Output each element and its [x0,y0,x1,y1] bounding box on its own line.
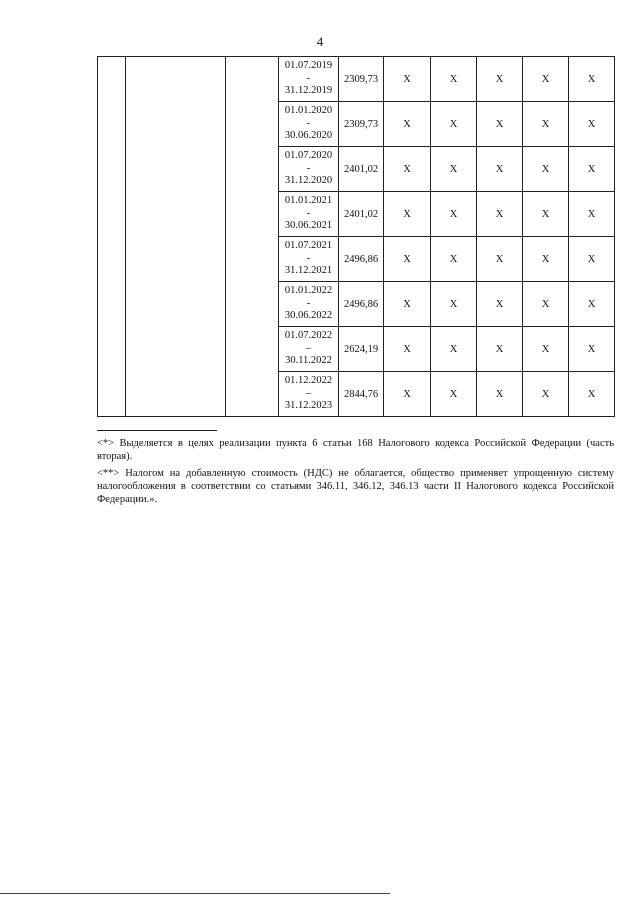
period-start: 01.01.2020 [284,105,333,117]
not-applicable-mark: X [384,282,431,327]
not-applicable-mark: X [431,192,477,237]
not-applicable-mark: X [477,57,523,102]
period-start: 01.07.2021 [284,240,333,252]
not-applicable-mark: X [569,57,615,102]
not-applicable-mark: X [384,372,431,417]
not-applicable-mark: X [431,282,477,327]
tariff-table-body [98,57,615,417]
period-start: 01.01.2022 [284,285,333,297]
not-applicable-mark: X [523,282,569,327]
period-dash: - [306,297,311,309]
period-cell [279,237,339,282]
period-dash: - [306,162,311,174]
period-start: 01.07.2020 [284,150,333,162]
period-start: 01.12.2022 [284,375,333,387]
tariff-value: 2844,76 [339,372,384,417]
tariff-table [97,56,615,417]
period-start: 01.01.2021 [284,195,333,207]
not-applicable-mark: X [569,102,615,147]
bottom-rule [0,893,390,894]
not-applicable-mark: X [569,237,615,282]
not-applicable-mark: X [523,192,569,237]
period-dash: – [305,342,312,354]
period-dash: - [306,72,311,84]
period-end: 31.12.2021 [284,265,333,277]
not-applicable-mark: X [477,102,523,147]
not-applicable-mark: X [384,192,431,237]
not-applicable-mark: X [384,327,431,372]
period-end: 31.12.2019 [284,85,333,97]
period-cell [279,282,339,327]
period-end: 31.12.2023 [284,400,333,412]
table-col-blank-2 [126,57,226,417]
tariff-value: 2496,86 [339,237,384,282]
period-cell [279,57,339,102]
table-col-blank-1 [98,57,126,417]
period-cell [279,327,339,372]
not-applicable-mark: X [477,237,523,282]
period-end: 30.11.2022 [285,355,332,367]
period-dash: – [305,387,312,399]
not-applicable-mark: X [477,192,523,237]
period-cell [279,192,339,237]
period-end: 31.12.2020 [284,175,333,187]
not-applicable-mark: X [523,147,569,192]
period-cell [279,147,339,192]
period-dash: - [306,117,311,129]
not-applicable-mark: X [523,237,569,282]
tariff-value: 2309,73 [339,57,384,102]
tariff-value: 2401,02 [339,192,384,237]
not-applicable-mark: X [569,327,615,372]
page-number: 4 [316,34,324,49]
tariff-value: 2309,73 [339,102,384,147]
footnotes [97,437,614,510]
not-applicable-mark: X [431,327,477,372]
not-applicable-mark: X [477,327,523,372]
not-applicable-mark: X [523,327,569,372]
not-applicable-mark: X [569,147,615,192]
not-applicable-mark: X [569,282,615,327]
period-start: 01.07.2019 [284,60,333,72]
not-applicable-mark: X [477,147,523,192]
period-end: 30.06.2022 [284,310,333,322]
not-applicable-mark: X [431,372,477,417]
not-applicable-mark: X [569,192,615,237]
period-end: 30.06.2021 [284,220,333,232]
period-end: 30.06.2020 [284,130,333,142]
period-cell [279,372,339,417]
footnote-1: <*> Выделяется в целях реализации пункта 6 статьи 168 Налогового кодекса Российской Федерации (часть вторая). [97,438,614,462]
not-applicable-mark: X [569,372,615,417]
footnote-separator [97,430,217,431]
footnote-2: <**> Налогом на добавленную стоимость (НДС) не облагается, общество применяет упрощенную систему налогообложения в соответствии со статьями 346.11, 346.12, 346.13 части II Налогового кодекса Российской Федерации.». [97,468,614,505]
period-start: 01.07.2022 [284,330,333,342]
period-dash: - [306,207,311,219]
not-applicable-mark: X [384,102,431,147]
table-col-blank-3 [226,57,279,417]
not-applicable-mark: X [431,147,477,192]
not-applicable-mark: X [431,237,477,282]
not-applicable-mark: X [477,372,523,417]
tariff-value: 2496,86 [339,282,384,327]
tariff-value: 2401,02 [339,147,384,192]
not-applicable-mark: X [384,237,431,282]
tariff-value: 2624,19 [339,327,384,372]
not-applicable-mark: X [523,372,569,417]
not-applicable-mark: X [523,102,569,147]
not-applicable-mark: X [477,282,523,327]
period-dash: - [306,252,311,264]
not-applicable-mark: X [523,57,569,102]
period-cell [279,102,339,147]
not-applicable-mark: X [431,57,477,102]
not-applicable-mark: X [384,57,431,102]
table-row [98,57,615,102]
not-applicable-mark: X [384,147,431,192]
not-applicable-mark: X [431,102,477,147]
